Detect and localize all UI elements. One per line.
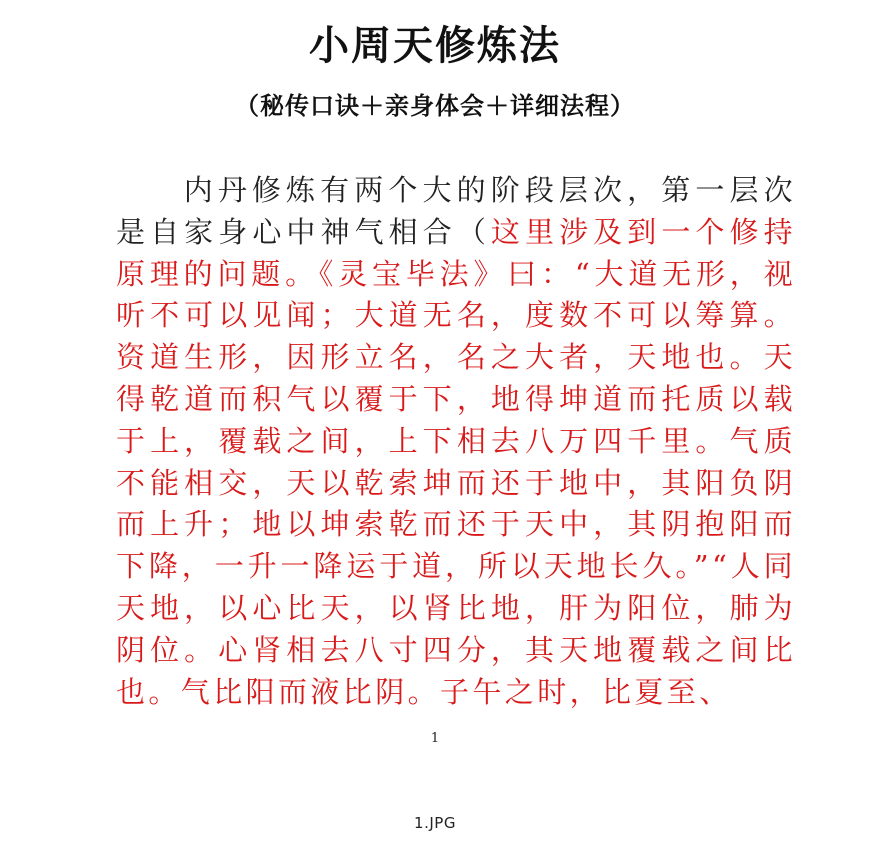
- body-text-black: 内丹修炼有两个大的阶段层次，第一层次是自家身心中神气相合（: [116, 173, 796, 249]
- body-text-red: 这里涉及到一个修持原理的问题。《灵宝毕法》曰：“大道无形，视听不可以见闻；大道无名，度数不可以筹算。资道生形，因形立名，名之大者，天地也。天得乾道而积气以覆于下，地得坤道而托质以载于上，覆载之间，上下相去八万四千里。气质不能相交，天以乾索坤而还于地中，其阳负阴而上升；地以坤索乾而还于天中，其阴抱阳而下降，一升一降运于道，所以天地长久。”“人同天地，以心比天，以肾比地，肝为阳位，肺为阴位。心肾相去八寸四分，其天地覆载之间比也。气比阳而液比阴。子午之时，比夏至、: [116, 214, 796, 709]
- document-title: 小周天修炼法: [309, 23, 561, 69]
- body-paragraph: [116, 170, 796, 713]
- image-filename-caption: 1.JPG: [414, 814, 456, 832]
- page-number: 1: [430, 731, 440, 746]
- document-subtitle: （秘传口诀＋亲身体会＋详细法程）: [235, 92, 635, 120]
